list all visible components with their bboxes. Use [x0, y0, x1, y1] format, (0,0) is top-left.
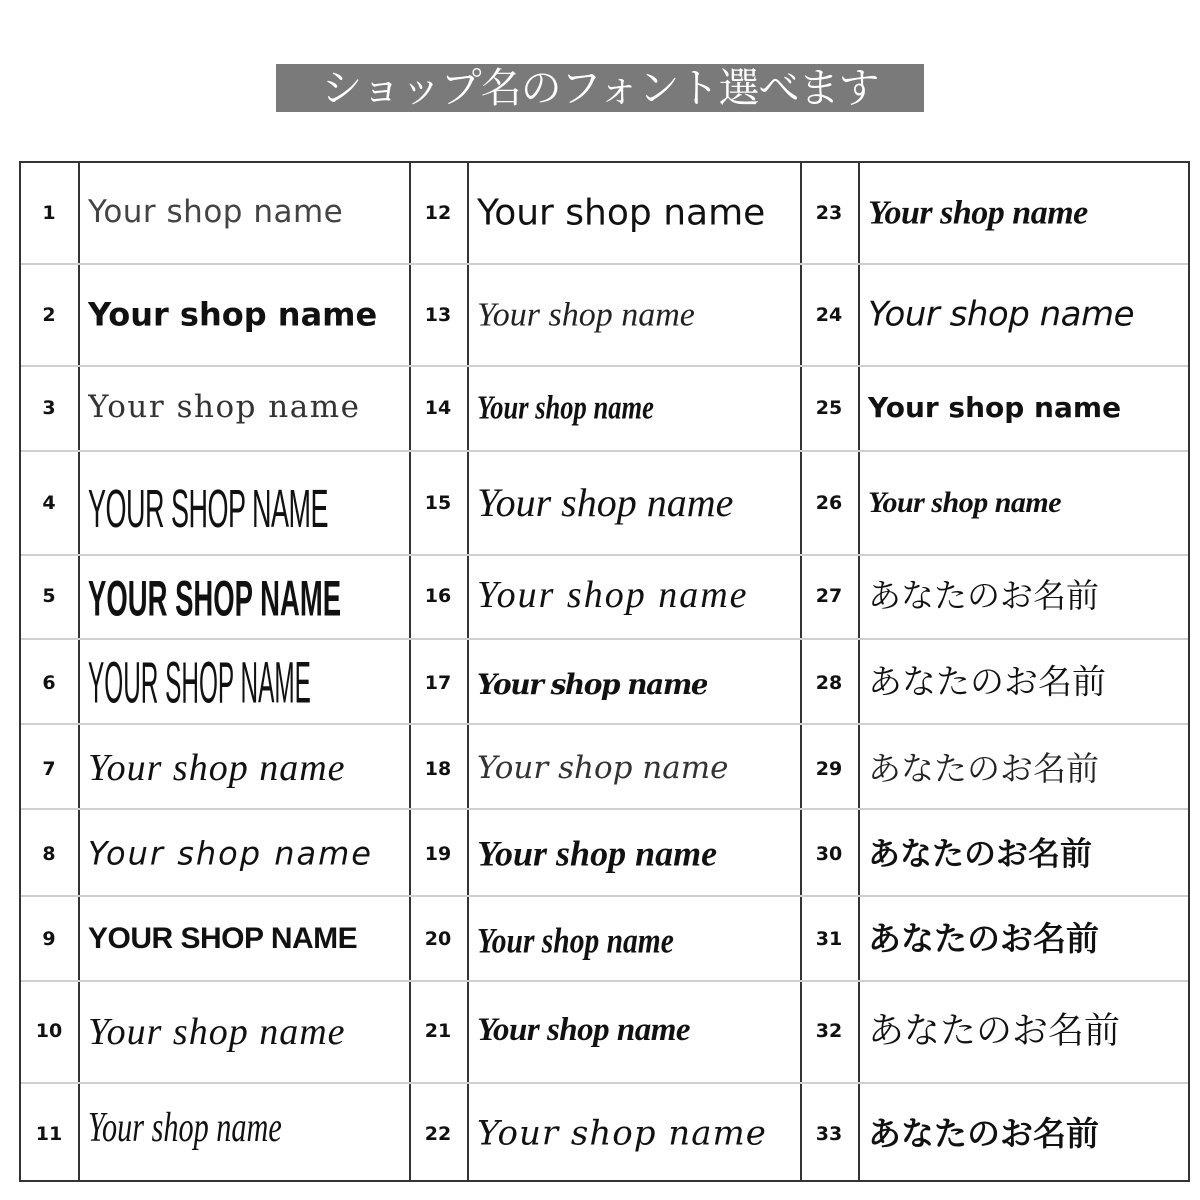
font-number: 9 — [42, 928, 56, 950]
page-title: ショップ名のフォント選べます — [276, 64, 924, 112]
font-number: 6 — [42, 672, 56, 694]
row-divider — [21, 895, 1188, 897]
font-sample: YOUR SHOP NAME — [88, 478, 329, 539]
font-number: 17 — [424, 672, 452, 694]
font-number: 32 — [815, 1020, 843, 1042]
font-sample: Your shop name — [477, 192, 766, 234]
font-sample: Your shop name — [477, 751, 729, 787]
font-number: 28 — [815, 672, 843, 694]
font-number: 30 — [815, 843, 843, 865]
font-sample: Your shop name — [477, 833, 718, 874]
font-number: 33 — [815, 1123, 843, 1145]
font-number: 20 — [424, 928, 452, 950]
font-number: 2 — [42, 304, 56, 326]
row-divider — [21, 723, 1188, 725]
font-number: 8 — [42, 843, 56, 865]
column-divider — [467, 163, 469, 1180]
font-number: 29 — [815, 758, 843, 780]
font-number: 4 — [42, 492, 56, 514]
font-sample: あなたのお名前 — [868, 920, 1099, 958]
font-sample: Your shop name — [477, 1114, 767, 1154]
font-sample: Your shop name — [477, 668, 708, 701]
column-divider — [78, 163, 80, 1180]
column-divider — [858, 163, 860, 1180]
font-number: 5 — [42, 585, 56, 607]
font-sample: YOUR SHOP NAME — [88, 650, 311, 716]
font-sample: Your shop name — [868, 391, 1122, 424]
row-divider — [21, 450, 1188, 452]
font-number: 12 — [424, 202, 452, 224]
font-number: 7 — [42, 758, 56, 780]
font-number: 13 — [424, 304, 452, 326]
row-divider — [21, 365, 1188, 367]
font-sample: YOUR SHOP NAME — [88, 570, 342, 627]
row-divider — [21, 980, 1188, 982]
font-sample: あなたのお名前 — [868, 663, 1106, 703]
font-number: 23 — [815, 202, 843, 224]
font-number: 19 — [424, 843, 452, 865]
font-number: 26 — [815, 492, 843, 514]
font-number: 14 — [424, 397, 452, 419]
font-sample: Your shop name — [477, 480, 734, 525]
row-divider — [21, 1082, 1188, 1084]
font-sample: Your shop name — [88, 1011, 346, 1054]
font-sample: Your shop name — [868, 485, 1062, 519]
font-sample: Your shop name — [477, 574, 749, 617]
font-sample-table — [19, 161, 1190, 1182]
font-number: 22 — [424, 1123, 452, 1145]
font-sample: Your shop name — [88, 835, 373, 873]
font-sample: Your shop name — [88, 747, 346, 790]
font-sample: あなたのお名前 — [868, 750, 1099, 788]
row-divider — [21, 808, 1188, 810]
font-sample: あなたのお名前 — [868, 577, 1099, 615]
font-sample: Your shop name — [477, 389, 654, 427]
font-number: 10 — [35, 1020, 63, 1042]
row-divider — [21, 263, 1188, 265]
font-number: 11 — [35, 1123, 63, 1145]
font-sample: Your shop name — [477, 920, 674, 961]
font-sample: YOUR SHOP NAME — [88, 921, 358, 955]
font-number: 27 — [815, 585, 843, 607]
font-sample: Your shop name — [88, 390, 361, 426]
font-number: 24 — [815, 304, 843, 326]
font-number: 31 — [815, 928, 843, 950]
font-sample: Your shop name — [477, 1012, 691, 1049]
font-number: 25 — [815, 397, 843, 419]
font-sample: Your shop name — [477, 296, 695, 334]
font-sample: Your shop name — [88, 1104, 282, 1151]
font-sample: あなたのお名前 — [868, 1115, 1099, 1153]
font-number: 18 — [424, 758, 452, 780]
font-number: 3 — [42, 397, 56, 419]
row-divider — [21, 638, 1188, 640]
row-divider — [21, 554, 1188, 556]
font-sample: Your shop name — [88, 195, 344, 231]
font-sample: あなたのお名前 — [868, 1010, 1121, 1052]
font-number: 1 — [42, 202, 56, 224]
font-sample: Your shop name — [88, 296, 378, 334]
font-number: 15 — [424, 492, 452, 514]
font-sample: Your shop name — [868, 194, 1088, 232]
font-sample: あなたのお名前 — [868, 835, 1093, 873]
font-number: 16 — [424, 585, 452, 607]
font-number: 21 — [424, 1020, 452, 1042]
font-sample: Your shop name — [868, 295, 1135, 335]
